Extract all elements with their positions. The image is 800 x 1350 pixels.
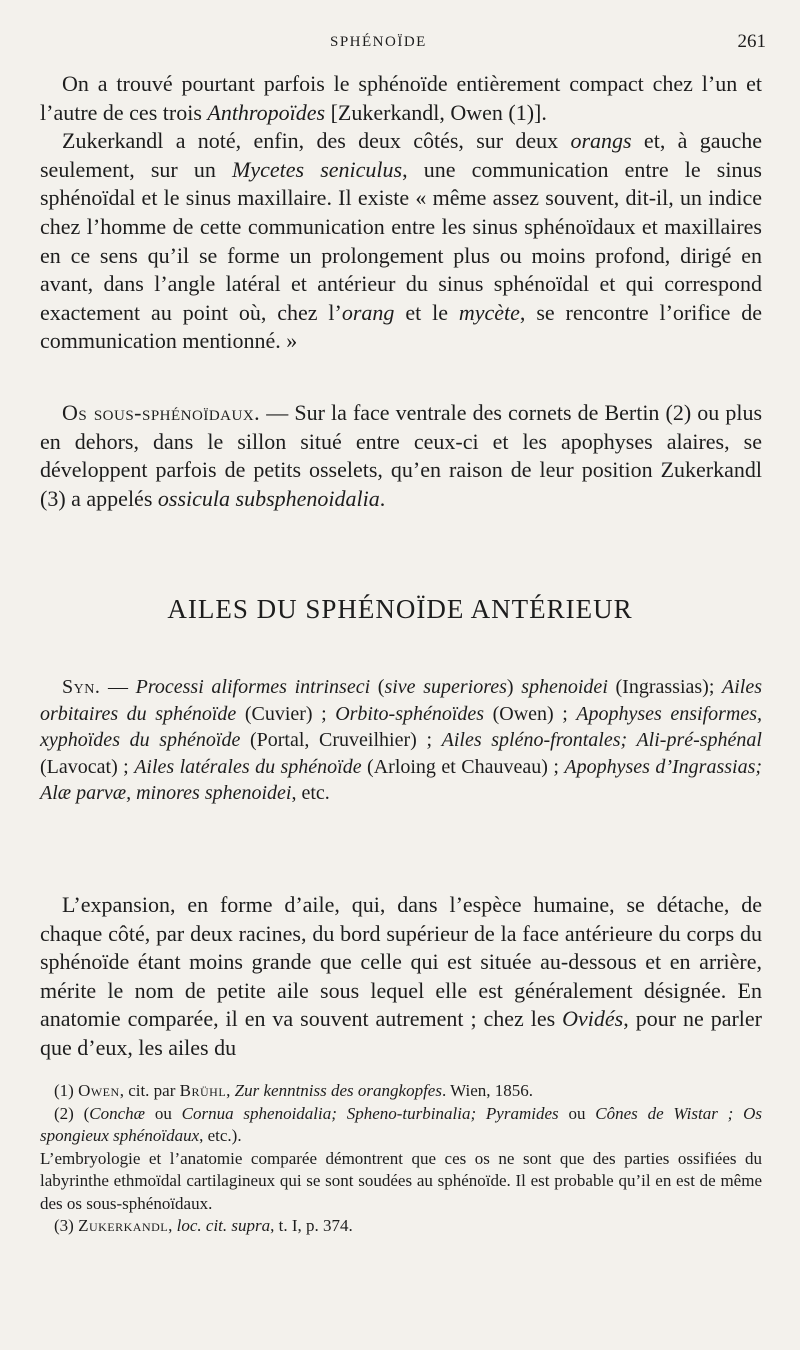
footnote-2-continuation: L’embryologie et l’anatomie comparée démontrent que ces os ne sont que des parties ossifiées du labyrinthe ethmoïdal cartilagineux qui se sont soudées au sphénoïde. Il est probable qu’il en est de même des os sous-sphénoïdaux. <box>40 1148 762 1213</box>
page-number: 261 <box>737 31 766 52</box>
running-head <box>0 30 800 56</box>
footnote-3: (3) Zukerkandl, loc. cit. supra, t. I, p. 374. <box>54 1216 353 1235</box>
footnote-1: (1) Owen, cit. par Brühl, Zur kenntniss des orangkopfes. Wien, 1856. <box>54 1081 534 1100</box>
body-text-sous-sphenoidaux <box>40 399 762 513</box>
paragraph-2: Zukerkandl a noté, enfin, des deux côtés, sur deux orangs et, à gauche seulement, sur un Mycetes seniculus, une communication entre le sinus sphénoïdal et le sinus maxillaire. Il existe « même assez souvent, dit-il, un indice chez l’homme de cette communication entre les sinus sphénoïdaux et maxillaires en ce sens qu’il se forme un prolongement plus ou moins profond, dirigé en avant, dans l’angle latéral et antérieur du sinus sphénoïdal et qui correspond exactement au point où, chez l’orang et le mycète, se rencontre l’orifice de communication mentionné. » <box>40 128 762 354</box>
running-head-title: SPHÉNOÏDE <box>330 34 427 50</box>
paragraph-4: L’expansion, en forme d’aile, qui, dans l’espèce humaine, se détache, de chaque côté, par deux racines, du bord supérieur de la face antérieure du corps du sphénoïde étant moins grande que celle qui est située au-dessous et en arrière, mérite le nom de petite aile sous lequel elle est généralement désignée. En anatomie comparée, il en va souvent autrement ; chez les Ovidés, pour ne parler que d’eux, les ailes du <box>40 892 762 1060</box>
body-text-top <box>40 70 762 356</box>
subheading-os-sous-sphenoidaux: Os sous-sphénoïdaux. <box>62 400 261 425</box>
footnotes <box>40 1080 762 1238</box>
paragraph-3: Os sous-sphénoïdaux. — Sur la face ventrale des cornets de Bertin (2) ou plus en dehors, dans le sillon situé entre ceux-ci et les apophyses alaires, se développent parfois de petits osselets, qu’en raison de leur position Zukerkandl (3) a appelés ossicula subsphenoidalia. <box>40 400 763 511</box>
footnote-2: (2) (Conchæ ou Cornua sphenoidalia; Spheno-turbinalia; Pyramides ou Cônes de Wistar ; Os spongieux sphénoïdaux, etc.). <box>40 1103 762 1145</box>
paragraph-1: On a trouvé pourtant parfois le sphénoïde entièrement compact chez l’un et l’autre de ces trois Anthropoïdes [Zukerkandl, Owen (1)]. <box>40 71 762 125</box>
section-title: AILES DU SPHÉNOÏDE ANTÉRIEUR <box>167 594 633 624</box>
body-text-bottom <box>40 891 762 1063</box>
synonyms-block <box>40 674 762 807</box>
synonyms-paragraph: Syn. — Processi aliformes intrinseci (sive superiores) sphenoidei (Ingrassias); Ailes orbitaires du sphénoïde (Cuvier) ; Orbito-sphénoïdes (Owen) ; Apophyses ensiformes, xyphoïdes du sphénoïde (Portal, Cruveilhier) ; Ailes spléno-frontales; Ali-pré-sphénal (Lavocat) ; Ailes latérales du sphénoïde (Arloing et Chauveau) ; Apophyses d’Ingrassias; Alæ parvæ, minores sphenoidei, etc. <box>40 676 763 804</box>
